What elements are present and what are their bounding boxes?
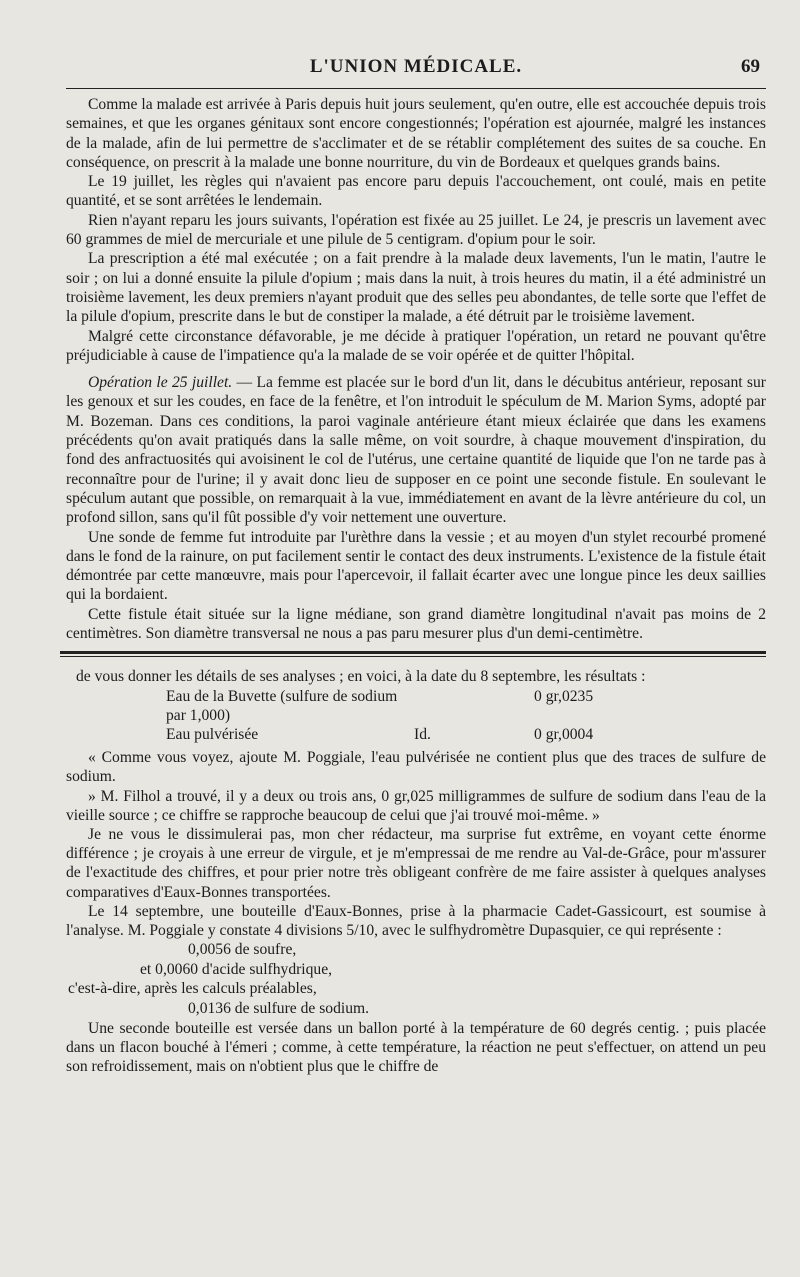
header-rule xyxy=(66,88,766,89)
paragraph: Je ne vous le dissimulerai pas, mon cher rédacteur, ma surprise fut extrême, en voyant cette énorme différence ; je croyais à une erreur de virgule, et je m'empressai de me rendre au Val-de-Grâce, pour m'assurer de l'exactitude des chiffres, et pour prier notre très obligeant confrère de me faire assister à quelques analyses comparatives d'Eaux-Bonnes transportées. xyxy=(66,825,766,901)
article-upper xyxy=(66,95,766,643)
paragraph: « Comme vous voyez, ajoute M. Poggiale, l'eau pulvérisée ne contient plus que des traces de sulfure de sodium. xyxy=(66,749,766,786)
paragraph: » M. Filhol a trouvé, il y a deux ou trois ans, 0 gr,025 milligrammes de sulfure de sodium dans l'eau de la vieille source ; ce chiffre se rapproche beaucoup de celui que j'ai trouvé moi-même. » xyxy=(66,787,766,824)
intro-line: de vous donner les détails de ses analyses ; en voici, à la date du 8 septembre, les résultats : xyxy=(76,668,646,686)
paragraph: Une sonde de femme fut introduite par l'urèthre dans la vessie ; et au moyen d'un stylet recourbé promené dans le fond de la rainure, on put facilement sentir le contact des deux instruments. L'existence de la fistule était démontrée par cette manœuvre, mais pour l'apercevoir, il fallait écarter avec une longue pince les deux saillies qui la bordaient. xyxy=(66,528,766,604)
table-cell-value: 0 gr,0004 xyxy=(534,725,594,743)
operation-text: — La femme est placée sur le bord d'un lit, dans le décubitus antérieur, reposant sur les genoux et sur les coudes, en face de la fenêtre, et l'on introduit le spéculum de M. Marion Syms, adopté par M. Bozeman. Dans ces conditions, la paroi vaginale antérieure étant mieux éclairée que dans les examens précédents qu'on avait pratiqués dans la salle même, on voit sourdre, à chaque mouvement d'inspiration, du fond des anfractuosités qui avoisinent le col de l'utérus, une certaine quantité de liquide que l'on ne tarde pas à reconnaître pour de l'urine; il y avait donc lieu de supposer en ce point une seconde fistule. En soulevant le spéculum autant que possible, on remarquait à la vue, immédiatement en avant de la lèvre antérieure du col, un profond sillon, sans qu'il fût possible d'y voir nettement une ouverture. xyxy=(66,374,766,527)
table-cell-name: Eau de la Buvette (sulfure de sodium par 1,000) xyxy=(166,687,398,724)
calc-line: c'est-à-dire, après les calculs préalables, xyxy=(68,980,317,998)
operation-label: Opération le 25 juillet. xyxy=(88,374,233,392)
table-row xyxy=(66,725,766,744)
page-number: 69 xyxy=(741,56,760,77)
calc-line: 0,0056 de soufre, xyxy=(188,941,297,959)
article-lower xyxy=(66,667,766,1076)
paragraph: Cette fistule était située sur la ligne médiane, son grand diamètre longitudinal n'avait pas moins de 2 centimètres. Son diamètre transversal ne nous a pas paru mesurer plus d'un demi-centimètre. xyxy=(66,605,766,643)
paragraph: Une seconde bouteille est versée dans un ballon porté à la température de 60 degrés centig. ; puis placée dans un flacon bouché à l'émeri ; comme, à cette température, la réaction ne peut s'effectuer, on attend un peu son refroidissement, mais on n'obtient plus que le chiffre de xyxy=(66,1019,766,1075)
table-row xyxy=(66,687,766,725)
table-cell-ref xyxy=(414,687,534,725)
calculation-block xyxy=(66,940,766,1018)
table-cell-value: 0 gr,0235 xyxy=(534,687,594,705)
paragraph: Le 19 juillet, les règles qui n'avaient pas encore paru depuis l'accouchement, ont coulé, mais en petite quantité, et se sont arrêtées le lendemain. xyxy=(66,173,766,210)
calc-line: et 0,0060 d'acide sulfhydrique, xyxy=(140,960,333,978)
paragraph: Rien n'ayant reparu les jours suivants, l'opération est fixée au 25 juillet. Le 24, je prescris un lavement avec 60 grammes de miel de mercuriale et une pilule de 5 centigram. d'opium pour le soir. xyxy=(66,211,766,249)
paragraph: Malgré cette circonstance défavorable, je me décide à pratiquer l'opération, un retard ne pouvant qu'être préjudiciable à cause de l'impatience qu'a la malade de se voir opérée et de quitter l'hôpital. xyxy=(66,327,766,364)
running-title: L'UNION MÉDICALE. xyxy=(309,56,523,77)
paragraph: Le 14 septembre, une bouteille d'Eaux-Bonnes, prise à la pharmacie Cadet-Gassicourt, est soumise à l'analyse. M. Poggiale y constate 4 divisions 5/10, avec le sulfhydromètre Dupasquier, ce qui représente : xyxy=(66,902,766,939)
table-cell-name: Eau pulvérisée xyxy=(166,725,259,743)
page-header xyxy=(66,52,766,84)
calc-line: 0,0136 de sulfure de sodium. xyxy=(188,999,370,1017)
table-cell-ref: Id. xyxy=(414,725,431,743)
paragraph: La prescription a été mal exécutée ; on a fait prendre à la malade deux lavements, l'un le matin, l'autre le soir ; on lui a donné ensuite la pilule d'opium ; mais dans la nuit, à trois heures du matin, il a été administré un troisième lavement, les deux premiers n'ayant produit que des selles peu abondantes, de telle sorte que l'effet de la pilule d'opium, prescrite dans le but de constiper la malade, a été détruit par le troisième lavement. xyxy=(66,250,766,326)
operation-paragraph xyxy=(66,373,766,527)
section-separator xyxy=(60,651,766,657)
paragraph: Comme la malade est arrivée à Paris depuis huit jours seulement, qu'en outre, elle est accouchée depuis trois semaines, et que les organes génitaux sont encore congestionnés; l'opération est ajournée, malgré les instances de la malade, afin de lui permettre de s'acclimater et de se rétablir complétement des suites de sa couche. En conséquence, on prescrit à la malade une bonne nourriture, du vin de Bordeaux et quelques grands bains. xyxy=(66,96,766,171)
